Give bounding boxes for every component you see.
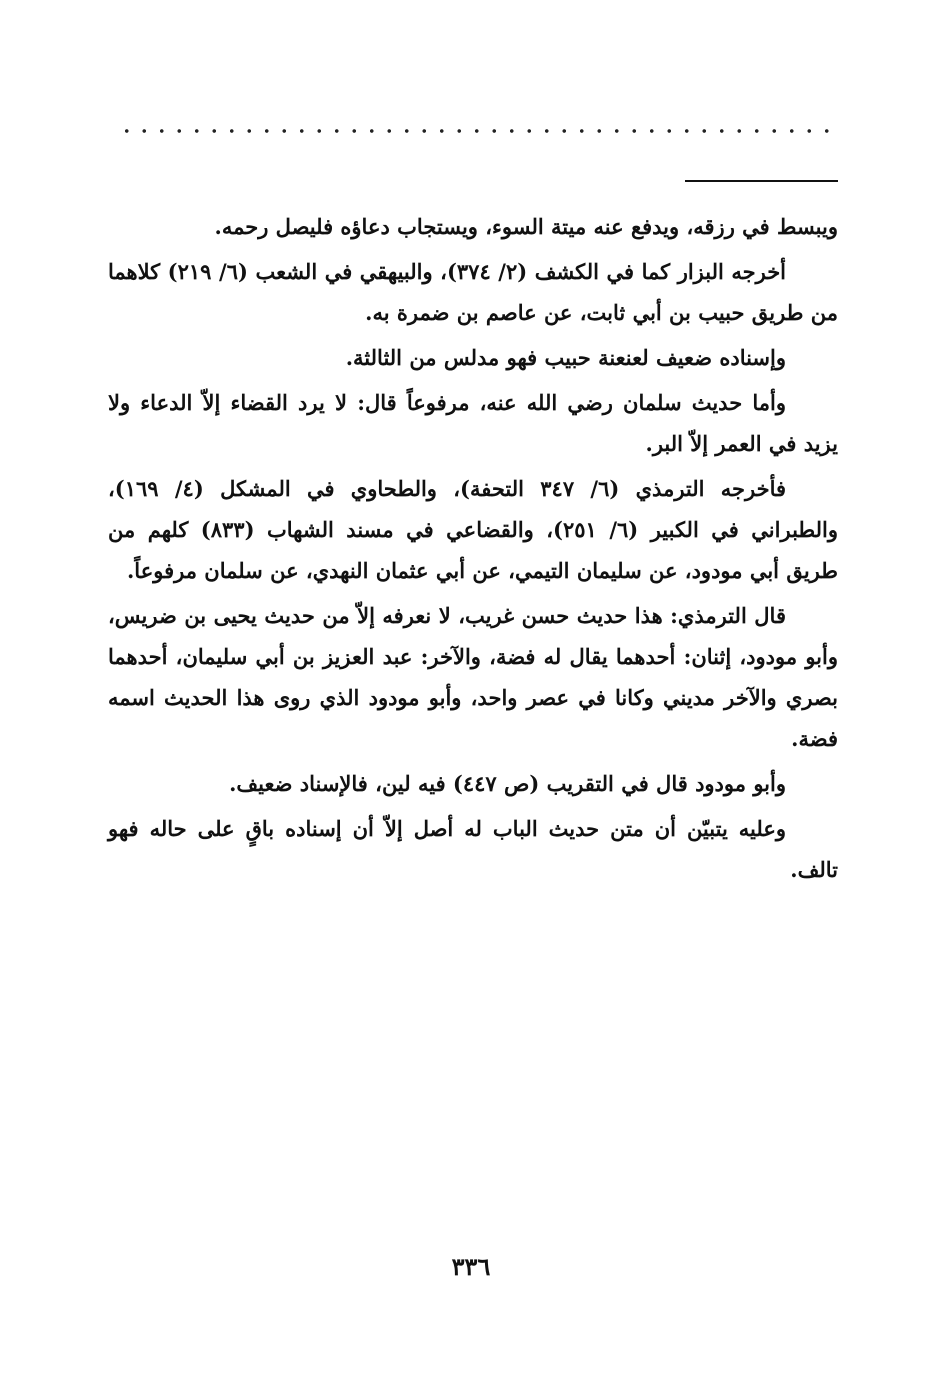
paragraph: قال الترمذي: هذا حديث حسن غريب، لا نعرفه إلاّ من حديث يحيى بن ضريس، وأبو مودود، إثنان: أحدهما يقال له فضة، والآخر: عبد العزيز بن أبي سليمان، أحدهما بصري والآخر مديني وكانا في عصر واحد، وأبو مودود الذي روى هذا الحديث اسمه فضة. [108,603,838,751]
paragraph: وأما حديث سلمان رضي الله عنه، مرفوعاً قال: لا يرد القضاء إلاّ الدعاء ولا يزيد في العمر إلاّ البر. [108,390,838,456]
paragraph: وأبو مودود قال في التقريب (ص ٤٤٧) فيه لين، فالإسناد ضعيف. [229,771,786,796]
body-text [108,206,838,894]
page-number: ٣٣٦ [451,1252,491,1281]
paragraph: أخرجه البزار كما في الكشف (٢/ ٣٧٤)، والبيهقي في الشعب (٦/ ٢١٩) كلاهما من طريق حبيب بن أبي ثابت، عن عاصم بن ضمرة به. [108,259,838,325]
paragraph: فأخرجه الترمذي (٦/ ٣٤٧ التحفة)، والطحاوي في المشكل (٤/ ١٦٩)، والطبراني في الكبير (٦/ ٢٥١)، والقضاعي في مسند الشهاب (٨٣٣) كلهم من طريق أبي مودود، عن سليمان التيمي، عن أبي عثمان النهدي، عن سلمان مرفوعاً. [108,476,839,583]
dotted-separator [118,128,838,134]
footnote-rule [685,180,838,182]
paragraph: وعليه يتبيّن أن متن حديث الباب له أصل إلاّ أن إسناده باقٍ على حاله فهو تالف. [108,816,838,882]
paragraph: وإسناده ضعيف لعنعنة حبيب فهو مدلس من الثالثة. [345,345,786,370]
paragraph: ويبسط في رزقه، ويدفع عنه ميتة السوء، ويستجاب دعاؤه فليصل رحمه. [214,214,838,239]
